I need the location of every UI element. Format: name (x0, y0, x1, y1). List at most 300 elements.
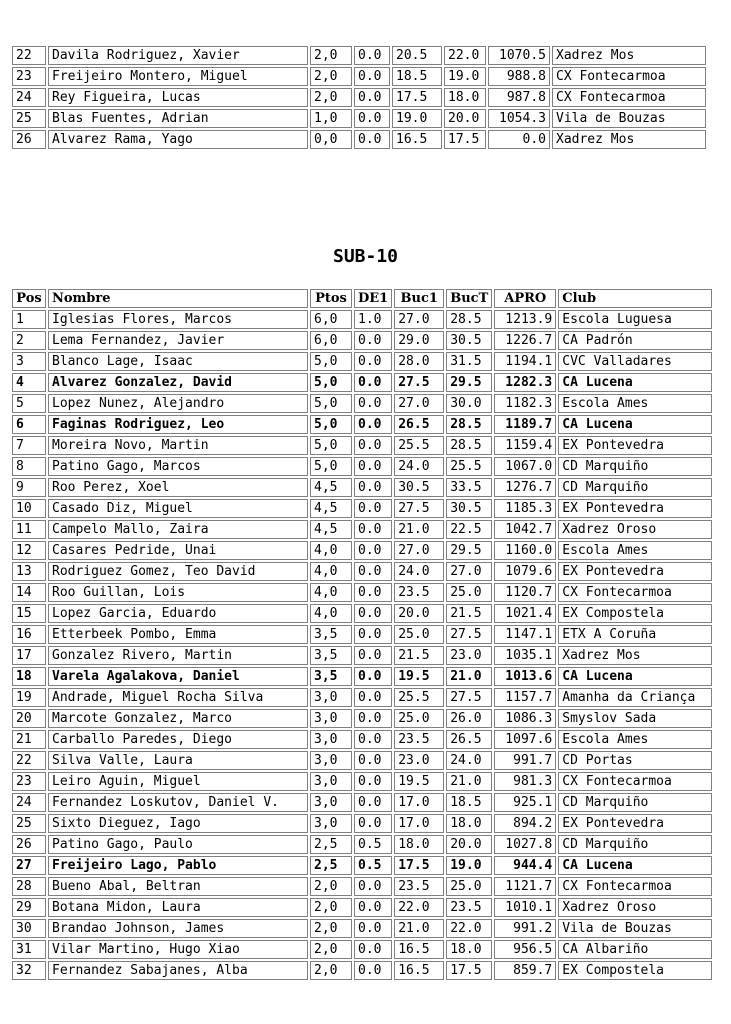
header-row (12, 289, 712, 308)
cell-de1: 0.0 (354, 604, 392, 623)
cell-nombre: Lema Fernandez, Javier (48, 331, 308, 350)
cell-nombre: Marcote Gonzalez, Marco (48, 709, 308, 728)
cell-apro: 1213.9 (494, 310, 556, 329)
cell-pos: 8 (12, 457, 46, 476)
cell-nombre: Silva Valle, Laura (48, 751, 308, 770)
cell-buct: 30.5 (446, 331, 492, 350)
cell-buc1: 16.5 (394, 940, 444, 959)
cell-buc1: 21.0 (394, 520, 444, 539)
cell-de1: 0.0 (354, 730, 392, 749)
cell-buc1: 27.0 (394, 310, 444, 329)
cell-de1: 0.0 (354, 646, 392, 665)
cell-de1: 0.0 (354, 898, 392, 917)
cell-apro: 859.7 (494, 961, 556, 980)
cell-buct: 25.5 (446, 457, 492, 476)
cell-buct: 19.0 (444, 67, 486, 86)
cell-de1: 0.0 (354, 436, 392, 455)
cell-pos: 17 (12, 646, 46, 665)
cell-ptos: 5,0 (310, 394, 352, 413)
cell-buct: 28.5 (446, 436, 492, 455)
cell-apro: 1157.7 (494, 688, 556, 707)
cell-apro: 0.0 (488, 130, 550, 149)
table-row (12, 373, 712, 392)
cell-de1: 0.0 (354, 130, 390, 149)
cell-de1: 0.0 (354, 625, 392, 644)
cell-buct: 21.0 (446, 667, 492, 686)
cell-pos: 16 (12, 625, 46, 644)
cell-buc1: 18.5 (392, 67, 442, 86)
table-row (12, 457, 712, 476)
cell-de1: 0.0 (354, 109, 390, 128)
cell-club: CA Padrón (558, 331, 712, 350)
header-buc1: Buc1 (394, 289, 444, 308)
cell-ptos: 6,0 (310, 310, 352, 329)
cell-pos: 32 (12, 961, 46, 980)
cell-nombre: Freijeiro Lago, Pablo (48, 856, 308, 875)
cell-buc1: 27.5 (394, 499, 444, 518)
cell-nombre: Brandao Johnson, James (48, 919, 308, 938)
cell-pos: 31 (12, 940, 46, 959)
cell-apro: 894.2 (494, 814, 556, 833)
cell-nombre: Gonzalez Rivero, Martin (48, 646, 308, 665)
cell-buct: 17.5 (446, 961, 492, 980)
cell-ptos: 2,0 (310, 46, 352, 65)
cell-ptos: 0,0 (310, 130, 352, 149)
cell-buc1: 25.5 (394, 436, 444, 455)
cell-nombre: Rey Figueira, Lucas (48, 88, 308, 107)
cell-apro: 944.4 (494, 856, 556, 875)
cell-apro: 991.2 (494, 919, 556, 938)
cell-nombre: Alvarez Rama, Yago (48, 130, 308, 149)
cell-apro: 1067.0 (494, 457, 556, 476)
cell-ptos: 3,0 (310, 772, 352, 791)
cell-buc1: 25.5 (394, 688, 444, 707)
cell-pos: 3 (12, 352, 46, 371)
cell-nombre: Fernandez Loskutov, Daniel V. (48, 793, 308, 812)
cell-ptos: 2,0 (310, 88, 352, 107)
cell-nombre: Alvarez Gonzalez, David (48, 373, 308, 392)
cell-club: CD Marquiño (558, 457, 712, 476)
cell-club: EX Pontevedra (558, 562, 712, 581)
cell-club: Vila de Bouzas (558, 919, 712, 938)
cell-buc1: 20.0 (394, 604, 444, 623)
cell-ptos: 3,0 (310, 688, 352, 707)
cell-ptos: 3,5 (310, 625, 352, 644)
cell-pos: 25 (12, 814, 46, 833)
cell-buc1: 25.0 (394, 709, 444, 728)
cell-club: Xadrez Mos (558, 646, 712, 665)
table-row (12, 562, 712, 581)
cell-de1: 0.0 (354, 919, 392, 938)
cell-nombre: Roo Perez, Xoel (48, 478, 308, 497)
table-row (12, 877, 712, 896)
cell-buct: 23.5 (446, 898, 492, 917)
cell-ptos: 2,5 (310, 835, 352, 854)
cell-buc1: 27.5 (394, 373, 444, 392)
cell-ptos: 3,5 (310, 646, 352, 665)
cell-ptos: 3,0 (310, 793, 352, 812)
cell-pos: 6 (12, 415, 46, 434)
cell-buc1: 21.0 (394, 919, 444, 938)
cell-club: EX Pontevedra (558, 814, 712, 833)
cell-apro: 991.7 (494, 751, 556, 770)
cell-apro: 1021.4 (494, 604, 556, 623)
cell-club: EX Compostela (558, 604, 712, 623)
cell-buct: 17.5 (444, 130, 486, 149)
table-row (12, 109, 706, 128)
cell-buct: 20.0 (446, 835, 492, 854)
cell-buc1: 30.5 (394, 478, 444, 497)
cell-club: ETX A Coruña (558, 625, 712, 644)
cell-club: EX Compostela (558, 961, 712, 980)
cell-pos: 1 (12, 310, 46, 329)
cell-apro: 1189.7 (494, 415, 556, 434)
cell-nombre: Blanco Lage, Isaac (48, 352, 308, 371)
cell-buc1: 28.0 (394, 352, 444, 371)
cell-pos: 26 (12, 835, 46, 854)
cell-club: Xadrez Mos (552, 46, 706, 65)
cell-apro: 1097.6 (494, 730, 556, 749)
cell-buc1: 23.0 (394, 751, 444, 770)
cell-club: Xadrez Mos (552, 130, 706, 149)
table-row (12, 898, 712, 917)
table-row (12, 751, 712, 770)
cell-apro: 1013.6 (494, 667, 556, 686)
cell-buct: 23.0 (446, 646, 492, 665)
cell-club: Escola Luguesa (558, 310, 712, 329)
cell-club: Xadrez Oroso (558, 898, 712, 917)
cell-club: Escola Ames (558, 541, 712, 560)
table-row (12, 67, 706, 86)
cell-de1: 0.0 (354, 88, 390, 107)
cell-club: EX Pontevedra (558, 436, 712, 455)
table-row (12, 478, 712, 497)
cell-buc1: 18.0 (394, 835, 444, 854)
cell-buct: 21.0 (446, 772, 492, 791)
cell-buc1: 20.5 (392, 46, 442, 65)
cell-pos: 29 (12, 898, 46, 917)
table-row (12, 856, 712, 875)
previous-standings-table (10, 44, 708, 151)
cell-buc1: 24.0 (394, 562, 444, 581)
cell-ptos: 2,0 (310, 940, 352, 959)
cell-ptos: 4,5 (310, 478, 352, 497)
table-row (12, 646, 712, 665)
cell-apro: 1120.7 (494, 583, 556, 602)
cell-club: CA Lucena (558, 856, 712, 875)
cell-buct: 22.0 (444, 46, 486, 65)
cell-de1: 0.0 (354, 877, 392, 896)
cell-club: Vila de Bouzas (552, 109, 706, 128)
cell-ptos: 2,0 (310, 898, 352, 917)
cell-buct: 25.0 (446, 583, 492, 602)
cell-ptos: 4,0 (310, 604, 352, 623)
cell-buct: 29.5 (446, 541, 492, 560)
cell-buc1: 22.0 (394, 898, 444, 917)
cell-apro: 1194.1 (494, 352, 556, 371)
cell-pos: 10 (12, 499, 46, 518)
cell-club: EX Pontevedra (558, 499, 712, 518)
cell-nombre: Roo Guillan, Lois (48, 583, 308, 602)
cell-de1: 0.0 (354, 478, 392, 497)
cell-buct: 18.5 (446, 793, 492, 812)
cell-nombre: Carballo Paredes, Diego (48, 730, 308, 749)
cell-ptos: 5,0 (310, 373, 352, 392)
cell-pos: 30 (12, 919, 46, 938)
cell-de1: 0.0 (354, 67, 390, 86)
table-row (12, 541, 712, 560)
cell-nombre: Patino Gago, Paulo (48, 835, 308, 854)
cell-de1: 0.0 (354, 394, 392, 413)
cell-club: CA Lucena (558, 667, 712, 686)
cell-nombre: Vilar Martino, Hugo Xiao (48, 940, 308, 959)
cell-nombre: Faginas Rodriguez, Leo (48, 415, 308, 434)
cell-buct: 31.5 (446, 352, 492, 371)
sub10-standings-table (10, 287, 714, 982)
header-ptos: Ptos (310, 289, 352, 308)
cell-de1: 0.5 (354, 856, 392, 875)
cell-nombre: Lopez Nunez, Alejandro (48, 394, 308, 413)
cell-apro: 1159.4 (494, 436, 556, 455)
cell-apro: 1035.1 (494, 646, 556, 665)
cell-de1: 0.0 (354, 751, 392, 770)
cell-nombre: Patino Gago, Marcos (48, 457, 308, 476)
cell-buct: 28.5 (446, 310, 492, 329)
cell-nombre: Moreira Novo, Martin (48, 436, 308, 455)
cell-ptos: 3,5 (310, 667, 352, 686)
cell-pos: 5 (12, 394, 46, 413)
cell-buct: 26.0 (446, 709, 492, 728)
table-row (12, 730, 712, 749)
cell-ptos: 1,0 (310, 109, 352, 128)
cell-buc1: 17.5 (394, 856, 444, 875)
cell-buc1: 16.5 (392, 130, 442, 149)
cell-buc1: 27.0 (394, 394, 444, 413)
cell-de1: 0.5 (354, 835, 392, 854)
cell-apro: 1010.1 (494, 898, 556, 917)
cell-de1: 0.0 (354, 373, 392, 392)
cell-club: CA Lucena (558, 373, 712, 392)
cell-club: CX Fontecarmoa (558, 583, 712, 602)
cell-buct: 20.0 (444, 109, 486, 128)
cell-apro: 1276.7 (494, 478, 556, 497)
cell-apro: 1079.6 (494, 562, 556, 581)
cell-apro: 1226.7 (494, 331, 556, 350)
cell-nombre: Varela Agalakova, Daniel (48, 667, 308, 686)
cell-pos: 14 (12, 583, 46, 602)
cell-club: Escola Ames (558, 394, 712, 413)
cell-apro: 1086.3 (494, 709, 556, 728)
cell-nombre: Bueno Abal, Beltran (48, 877, 308, 896)
cell-de1: 0.0 (354, 583, 392, 602)
cell-buc1: 29.0 (394, 331, 444, 350)
cell-ptos: 4,0 (310, 562, 352, 581)
cell-club: Smyslov Sada (558, 709, 712, 728)
cell-club: CX Fontecarmoa (552, 67, 706, 86)
cell-apro: 1070.5 (488, 46, 550, 65)
cell-club: Xadrez Oroso (558, 520, 712, 539)
cell-buct: 27.0 (446, 562, 492, 581)
table-row (12, 352, 712, 371)
cell-buc1: 17.0 (394, 814, 444, 833)
cell-club: CA Lucena (558, 415, 712, 434)
cell-buct: 30.5 (446, 499, 492, 518)
table-row (12, 310, 712, 329)
cell-club: CX Fontecarmoa (558, 772, 712, 791)
cell-nombre: Campelo Mallo, Zaira (48, 520, 308, 539)
cell-buct: 26.5 (446, 730, 492, 749)
cell-ptos: 3,0 (310, 814, 352, 833)
cell-de1: 0.0 (354, 562, 392, 581)
cell-buc1: 23.5 (394, 730, 444, 749)
table-row (12, 415, 712, 434)
cell-club: Amanha da Criança (558, 688, 712, 707)
cell-pos: 19 (12, 688, 46, 707)
sub10-standings-body (12, 310, 712, 980)
cell-club: CVC Valladares (558, 352, 712, 371)
cell-pos: 7 (12, 436, 46, 455)
cell-buct: 22.0 (446, 919, 492, 938)
cell-pos: 26 (12, 130, 46, 149)
cell-pos: 4 (12, 373, 46, 392)
cell-buc1: 16.5 (394, 961, 444, 980)
cell-apro: 1042.7 (494, 520, 556, 539)
cell-de1: 0.0 (354, 814, 392, 833)
cell-club: CA Albariño (558, 940, 712, 959)
cell-nombre: Lopez Garcia, Eduardo (48, 604, 308, 623)
cell-buc1: 19.5 (394, 667, 444, 686)
cell-apro: 1182.3 (494, 394, 556, 413)
cell-pos: 9 (12, 478, 46, 497)
cell-ptos: 2,0 (310, 67, 352, 86)
cell-ptos: 5,0 (310, 352, 352, 371)
cell-ptos: 5,0 (310, 436, 352, 455)
cell-nombre: Iglesias Flores, Marcos (48, 310, 308, 329)
cell-pos: 11 (12, 520, 46, 539)
cell-nombre: Etterbeek Pombo, Emma (48, 625, 308, 644)
cell-buc1: 26.5 (394, 415, 444, 434)
cell-de1: 0.0 (354, 352, 392, 371)
cell-pos: 22 (12, 46, 46, 65)
cell-pos: 20 (12, 709, 46, 728)
cell-de1: 0.0 (354, 772, 392, 791)
cell-pos: 28 (12, 877, 46, 896)
cell-de1: 0.0 (354, 793, 392, 812)
cell-ptos: 6,0 (310, 331, 352, 350)
cell-apro: 1282.3 (494, 373, 556, 392)
cell-club: Escola Ames (558, 730, 712, 749)
cell-de1: 0.0 (354, 709, 392, 728)
header-nombre: Nombre (48, 289, 308, 308)
cell-ptos: 4,0 (310, 541, 352, 560)
cell-ptos: 2,0 (310, 877, 352, 896)
cell-buct: 21.5 (446, 604, 492, 623)
cell-buct: 18.0 (446, 814, 492, 833)
cell-club: CD Marquiño (558, 478, 712, 497)
section-title: SUB-10 (332, 246, 399, 267)
table-row (12, 709, 712, 728)
cell-pos: 23 (12, 772, 46, 791)
header-club: Club (558, 289, 712, 308)
table-row (12, 394, 712, 413)
cell-buc1: 17.0 (394, 793, 444, 812)
cell-buct: 27.5 (446, 625, 492, 644)
cell-club: CD Marquiño (558, 793, 712, 812)
cell-buct: 24.0 (446, 751, 492, 770)
header-pos: Pos (12, 289, 46, 308)
cell-ptos: 3,0 (310, 751, 352, 770)
cell-club: CD Portas (558, 751, 712, 770)
cell-de1: 0.0 (354, 940, 392, 959)
cell-pos: 15 (12, 604, 46, 623)
cell-nombre: Sixto Dieguez, Iago (48, 814, 308, 833)
cell-apro: 1121.7 (494, 877, 556, 896)
cell-nombre: Blas Fuentes, Adrian (48, 109, 308, 128)
cell-buct: 19.0 (446, 856, 492, 875)
cell-ptos: 2,0 (310, 961, 352, 980)
table-row (12, 772, 712, 791)
table-row (12, 604, 712, 623)
table-row (12, 793, 712, 812)
cell-apro: 1054.3 (488, 109, 550, 128)
cell-buc1: 23.5 (394, 877, 444, 896)
cell-buct: 22.5 (446, 520, 492, 539)
cell-pos: 24 (12, 88, 46, 107)
cell-pos: 27 (12, 856, 46, 875)
header-buct: BucT (446, 289, 492, 308)
cell-pos: 2 (12, 331, 46, 350)
cell-de1: 0.0 (354, 499, 392, 518)
cell-buc1: 25.0 (394, 625, 444, 644)
cell-ptos: 4,5 (310, 520, 352, 539)
cell-buct: 30.0 (446, 394, 492, 413)
cell-nombre: Davila Rodriguez, Xavier (48, 46, 308, 65)
cell-buct: 18.0 (446, 940, 492, 959)
cell-pos: 13 (12, 562, 46, 581)
cell-ptos: 4,5 (310, 499, 352, 518)
cell-buc1: 19.5 (394, 772, 444, 791)
header-de1: DE1 (354, 289, 392, 308)
cell-buc1: 23.5 (394, 583, 444, 602)
cell-de1: 0.0 (354, 688, 392, 707)
cell-apro: 1147.1 (494, 625, 556, 644)
cell-nombre: Casares Pedride, Unai (48, 541, 308, 560)
table-row (12, 667, 712, 686)
cell-buct: 29.5 (446, 373, 492, 392)
cell-ptos: 3,0 (310, 709, 352, 728)
cell-buct: 28.5 (446, 415, 492, 434)
table-row (12, 625, 712, 644)
previous-standings-body (12, 46, 706, 149)
cell-apro: 981.3 (494, 772, 556, 791)
table-row (12, 520, 712, 539)
cell-buc1: 19.0 (392, 109, 442, 128)
header-apro: APRO (494, 289, 556, 308)
cell-buct: 27.5 (446, 688, 492, 707)
table-row (12, 46, 706, 65)
cell-apro: 1160.0 (494, 541, 556, 560)
cell-nombre: Botana Midon, Laura (48, 898, 308, 917)
table-row (12, 583, 712, 602)
cell-nombre: Rodriguez Gomez, Teo David (48, 562, 308, 581)
cell-apro: 988.8 (488, 67, 550, 86)
cell-de1: 0.0 (354, 520, 392, 539)
cell-pos: 18 (12, 667, 46, 686)
cell-nombre: Leiro Aguin, Miguel (48, 772, 308, 791)
cell-de1: 0.0 (354, 961, 392, 980)
cell-buc1: 24.0 (394, 457, 444, 476)
cell-pos: 22 (12, 751, 46, 770)
